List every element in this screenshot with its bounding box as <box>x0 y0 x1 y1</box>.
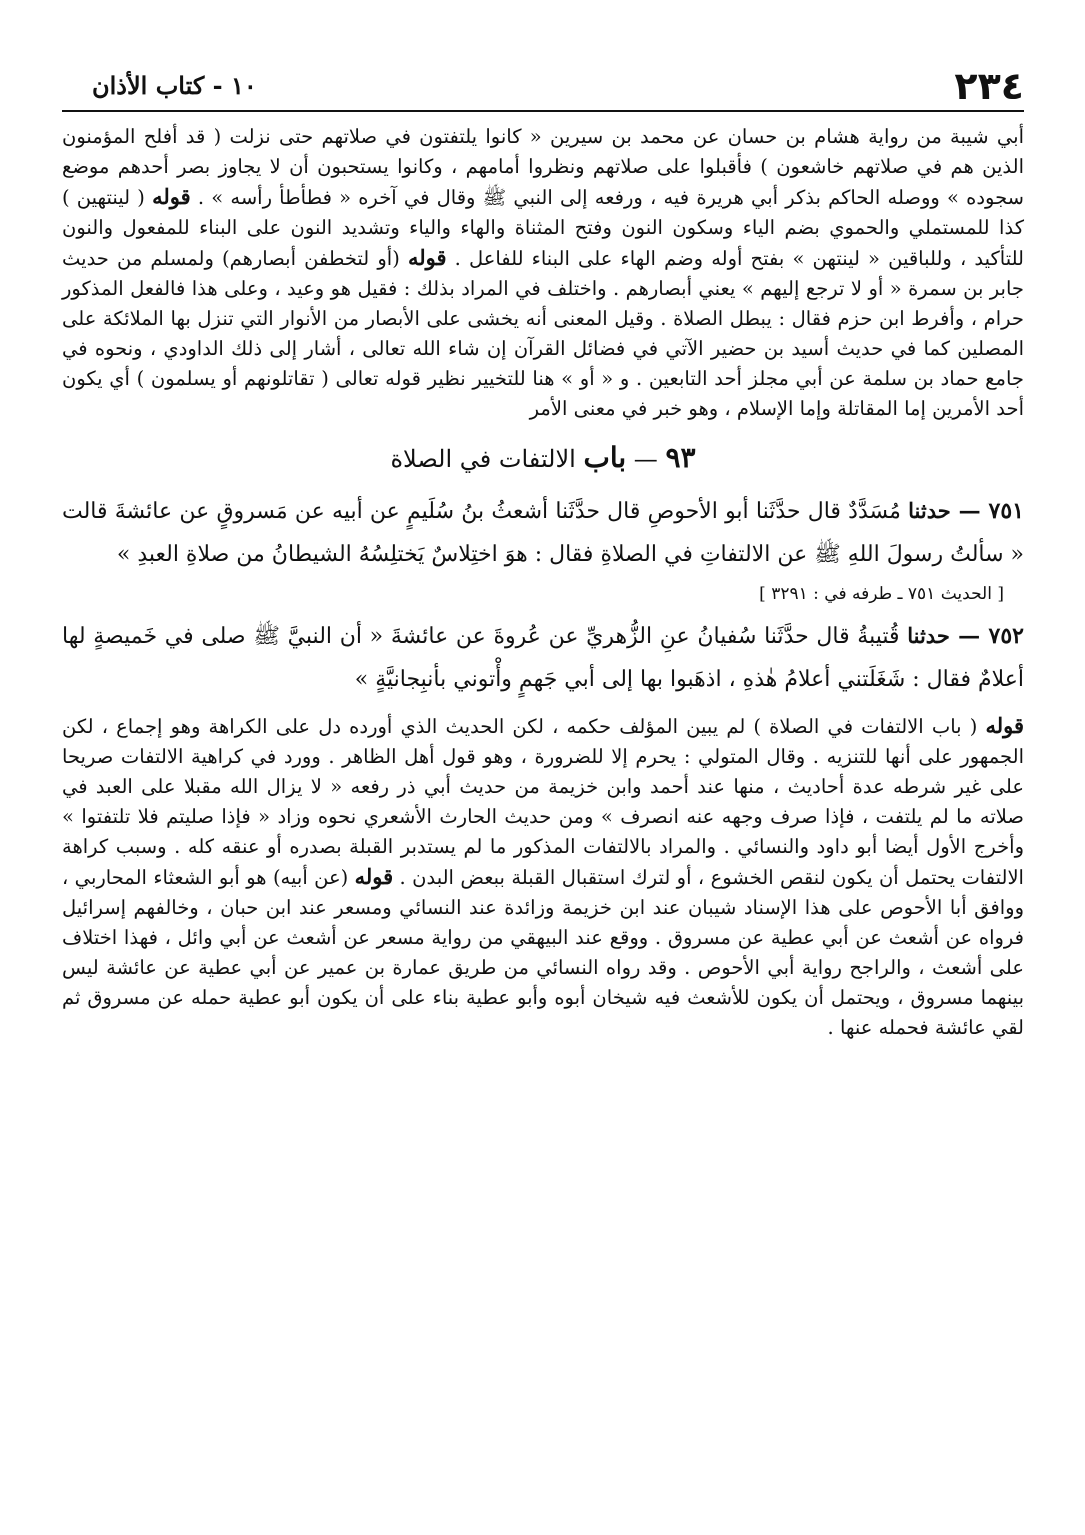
haddathana-marker: حدثنا <box>907 623 950 648</box>
commentary-text: (أو لتخطفن أبصارهم) ولمسلم من حديث جابر بن سمرة « أو لا ترجع إليهم » يعني أبصارهم . واختلف في المراد بذلك : فقيل هو وعيد ، وعلى هذا فالفعل المذكور حرام ، وأفرط ابن حزم فقال : يبطل الصلاة . وقيل المعنى أنه يخشى على الأبصار من الأنوار التي تنزل بها الملائكة على المصلين كما في حديث أسيد بن حضير الآتي في فضائل القرآن إن شاء الله تعالى ، أشار إلى ذلك الداودي ، ونحوه في جامع حماد بن سلمة عن أبي مجلز أحد التابعين . و « أو » هنا للتخيير نظير قوله تعالى ( تقاتلونهم أو يسلمون ) أي يكون أحد الأمرين إما المقاتلة وإما الإسلام ، وهو خبر في معنى الأمر <box>62 247 1024 420</box>
commentary-bottom <box>62 711 1024 1043</box>
haddathana-marker: حدثنا <box>908 498 951 523</box>
page-header <box>62 64 1024 112</box>
chapter-word: باب <box>583 441 627 474</box>
commentary-text: ( لينتهين ) كذا للمستملي والحموي بضم الياء وسكون النون وفتح المثناة والهاء والياء وتشديد النون على البناء للمفعول والنون للتأكيد ، وللباقين « لينتهن » بفتح أوله وضم الهاء على البناء للفاعل . <box>62 186 1024 270</box>
hadith-cross-reference: [ الحديث ٧٥١ ـ طرفه في : ٣٢٩١ ] <box>759 584 1004 604</box>
chapter-title: الالتفات في الصلاة <box>390 445 584 473</box>
page-number: ٢٣٤ <box>954 64 1024 108</box>
qawluhu-marker: قوله <box>407 245 447 270</box>
hadith-text: مُسَدَّدٌ قال حدَّثَنا أبو الأحوصِ قال حدَّثَنا أشعثُ بنُ سُلَيمٍ عن أبيه عن مَسروقٍ عن عائشةَ قالت « سألتُ رسولَ اللهِ ﷺ عن الالتفاتِ في الصلاةِ فقال : هوَ اختِلاسٌ يَختلِسُهُ الشيطانُ من صلاةِ العبدِ » <box>62 499 1024 567</box>
commentary-text: (عن أبيه) هو أبو الشعثاء المحاربي ، ووافق أبا الأحوص على هذا الإسناد شيبان عند ابن خزيمة وزائدة عند النسائي ومسعر عند ابن حبان ، وخالفهم إسرائيل فرواه عن أشعث عن أبي عطية عن مسروق . ووقع عند البيهقي من رواية مسعر عن أشعث عن أبي وائل ، فهذا اختلاف على أشعث ، والراجح رواية أبي الأحوص . وقد رواه النسائي من طريق عمارة بن عمير عن أبي عطية عن عائشة ليس بينهما مسروق ، ويحتمل أن يكون للأشعث فيه شيخان أبوه وأبو عطية بناء على أن يكون أبو عطية حمله عن مسروق ثم لقي عائشة فحمله عنها . <box>62 866 1024 1039</box>
qawluhu-marker: قوله <box>152 184 191 209</box>
hadith-number: ٧٥٢ — <box>949 623 1024 649</box>
commentary-text: أبي شيبة من رواية هشام بن حسان عن محمد بن سيرين « كانوا يلتفتون في صلاتهم حتى نزلت ( قد أفلح المؤمنون الذين هم في صلاتهم خاشعون ) فأقبلوا على صلاتهم ونظروا أمامهم ، وكانوا يستحبون أن لا يجاوز بصر أحدهم موضع سجوده » ووصله الحاكم بذكر أبي هريرة فيه ، ورفعه إلى النبي ﷺ وقال في آخره « فطأطأ رأسه » . <box>62 125 1025 209</box>
hadith-752 <box>62 614 1024 701</box>
hadith-751 <box>62 489 1024 576</box>
commentary-top <box>62 122 1024 424</box>
commentary-text: ( باب الالتفات في الصلاة ) لم يبين المؤلف حكمه ، لكن الحديث الذي أورده دل على الكراهة وهو إجماع ، لكن الجمهور على أنها للتنزيه . وقال المتولي : يحرم إلا للضرورة ، وهو قول أهل الظاهر . وورد في كراهية الالتفات صريحا على غير شرطه عدة أحاديث ، منها عند أحمد وابن خزيمة من حديث أبي ذر رفعه « لا يزال الله مقبلا على العبد في صلاته ما لم يلتفت ، فإذا صرف وجهه عنه انصرف » ومن حديث الحارث الأشعري نحوه وزاد « فإذا صليتم فلا تلتفتوا » وأخرج الأول أيضا أبو داود والنسائي . والمراد بالالتفات المذكور ما لم يستدبر القبلة بصدره أو عنقه كله . وسبب كراهة الالتفات يحتمل أن يكون لنقص الخشوع ، أو لترك استقبال القبلة ببعض البدن . <box>62 715 1024 889</box>
running-title: ١٠ - كتاب الأذان <box>92 71 257 100</box>
chapter-number: ٩٣ <box>665 441 696 474</box>
chapter-dash: — <box>626 445 666 473</box>
qawluhu-marker: قوله <box>985 713 1024 738</box>
hadith-number: ٧٥١ — <box>950 498 1024 524</box>
hadith-text: قُتيبةُ قال حدَّثَنا سُفيانُ عنِ الزُّهريِّ عن عُروةَ عن عائشةَ « أن النبيَّ ﷺ صلى في خَميصةٍ لها أعلامٌ فقال : شَغَلَتني أعلامُ هٰذهِ ، اذهَبوا بها إلى أبي جَهمٍ وأْتوني بأنبِجانيَّةٍ » <box>62 624 1024 692</box>
book-page <box>62 64 1024 1043</box>
qawluhu-marker: قوله <box>354 864 394 889</box>
chapter-heading <box>62 438 1024 479</box>
